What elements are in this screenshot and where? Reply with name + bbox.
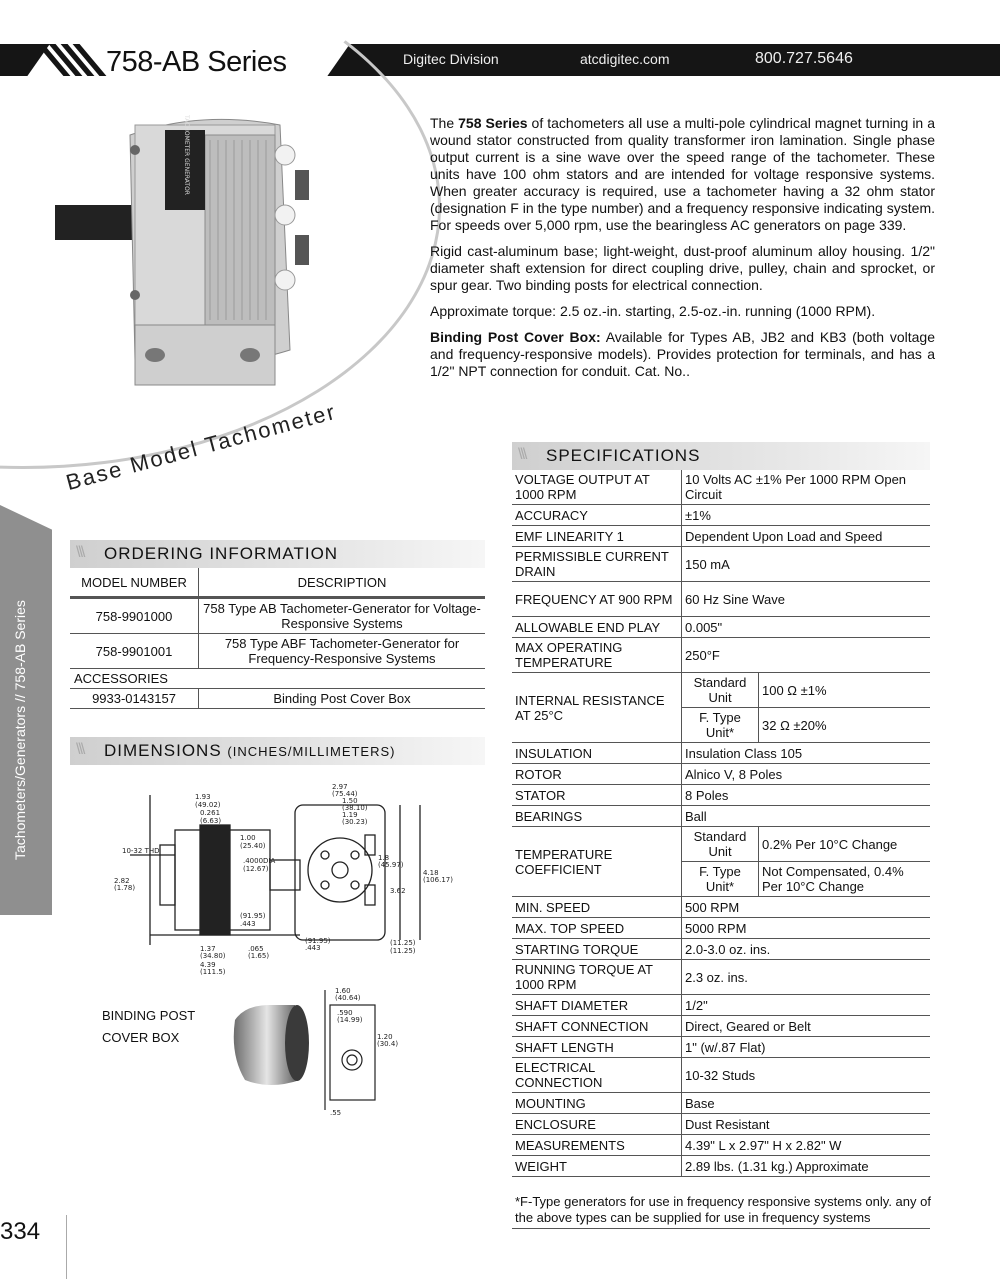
table-row <box>512 1156 930 1177</box>
dim-label: (49.02) <box>195 801 221 809</box>
spec-value: Ball <box>682 806 931 827</box>
spec-sublabel: F. Type Unit* <box>682 862 759 897</box>
dim-label: 10-32 THD <box>122 847 160 855</box>
dim-label: (91.95) <box>240 912 266 920</box>
spec-value: 2.89 lbs. (1.31 kg.) Approximate <box>682 1156 931 1177</box>
table-row <box>512 1093 930 1114</box>
spec-value: Not Compensated, 0.4% Per 10°C Change <box>759 862 931 897</box>
spec-key: INTERNAL RESISTANCE AT 25°C <box>512 673 682 743</box>
table-row <box>512 470 930 505</box>
table-row <box>512 995 930 1016</box>
table-row <box>512 1114 930 1135</box>
spec-key: BEARINGS <box>512 806 682 827</box>
table-row: 9933-0143157 Binding Post Cover Box <box>70 689 485 709</box>
intro-paragraph-4: Binding Post Cover Box: Available for Types AB, JB2 and KB3 (both voltage and frequency-responsive models). Provides protection for terminals, and has a 1/2" NPT connection for conduit. Cat. No.. <box>430 329 935 379</box>
spec-value: 250°F <box>682 638 931 673</box>
spec-value: Dependent Upon Load and Speed <box>682 526 931 547</box>
dim-label: (14.99) <box>337 1016 363 1024</box>
dim-label: (1.65) <box>248 952 270 960</box>
table-row <box>512 526 930 547</box>
series-title: 758-AB Series <box>106 46 287 78</box>
dim-label: (30.4) <box>377 1040 399 1048</box>
dim-label: (34.80) <box>200 952 226 960</box>
dim-label: 1.19 <box>342 811 358 819</box>
spec-key: WEIGHT <box>512 1156 682 1177</box>
spec-value: 0.2% Per 10°C Change <box>759 827 931 862</box>
dim-label: 2.97 <box>332 783 348 791</box>
spec-value: 1/2" <box>682 995 931 1016</box>
table-row <box>512 806 930 827</box>
product-photo <box>40 95 370 395</box>
dim-label: (6.63) <box>200 817 222 825</box>
dim-label: 0.261 <box>200 809 221 817</box>
spec-key: MOUNTING <box>512 1093 682 1114</box>
spec-sublabel: Standard Unit <box>682 827 759 862</box>
base-model-title: Base Model Tachometer <box>63 398 340 496</box>
table-row <box>512 505 930 526</box>
spec-value: 100 Ω ±1% <box>759 673 931 708</box>
spec-key: SHAFT LENGTH <box>512 1037 682 1058</box>
spec-key: ROTOR <box>512 764 682 785</box>
table-row <box>512 1037 930 1058</box>
spec-value: 10 Volts AC ±1% Per 1000 RPM Open Circuit <box>682 470 931 505</box>
spec-key: TEMPERATURE COEFFICIENT <box>512 827 682 897</box>
dim-label: (12.67) <box>243 865 269 873</box>
dim-label: 1.8 <box>378 854 390 862</box>
spec-value: Dust Resistant <box>682 1114 931 1135</box>
spec-value: 1" (w/.87 Flat) <box>682 1037 931 1058</box>
table-row: 758-9901000 758 Type AB Tachometer-Generator for Voltage-Responsive Systems <box>70 598 485 634</box>
spec-key: ELECTRICAL CONNECTION <box>512 1058 682 1093</box>
dim-label: (40.64) <box>335 994 361 1002</box>
dim-label: (25.40) <box>240 842 266 850</box>
table-row: 758-9901001 758 Type ABF Tachometer-Generator for Frequency-Responsive Systems <box>70 634 485 669</box>
spec-value: 32 Ω ±20% <box>759 708 931 743</box>
ordering-header-model: MODEL NUMBER <box>70 568 199 598</box>
dim-label: 1.37 <box>200 945 216 953</box>
table-row <box>512 785 930 806</box>
dim-label: (38.10) <box>342 804 368 812</box>
spec-key: ENCLOSURE <box>512 1114 682 1135</box>
dim-label: 1.93 <box>195 793 211 801</box>
spec-key: EMF LINEARITY 1 <box>512 526 682 547</box>
spec-key: MIN. SPEED <box>512 897 682 918</box>
spec-key: SHAFT CONNECTION <box>512 1016 682 1037</box>
division-label: Digitec Division <box>403 51 499 67</box>
spec-key: MEASUREMENTS <box>512 1135 682 1156</box>
table-row <box>512 582 930 617</box>
table-row <box>512 827 930 862</box>
spec-value: Alnico V, 8 Poles <box>682 764 931 785</box>
spec-value: 0.005" <box>682 617 931 638</box>
dim-label: 3.62 <box>390 887 406 895</box>
divider <box>66 1215 67 1279</box>
spec-key: STATOR <box>512 785 682 806</box>
table-row <box>512 673 930 708</box>
phone-label: 800.727.5646 <box>755 50 853 67</box>
spec-value: ±1% <box>682 505 931 526</box>
dim-label: .4000DIA <box>243 857 276 865</box>
dim-label: 4.18 <box>423 869 439 877</box>
dim-label: (1.78) <box>114 884 136 892</box>
spec-key: ALLOWABLE END PLAY <box>512 617 682 638</box>
website-label: atcdigitec.com <box>580 51 670 67</box>
dim-label: (91.95) <box>305 937 331 945</box>
dim-label: 1.20 <box>377 1033 393 1041</box>
spec-key: MAX. TOP SPEED <box>512 918 682 939</box>
dim-label: 1.60 <box>335 987 351 995</box>
spec-key: PERMISSIBLE CURRENT DRAIN <box>512 547 682 582</box>
intro-paragraph-1: The 758 Series of tachometers all use a multi-pole cylindrical magnet turning in a wound stator constructed from quality transformer iron lamination. Single phase output current is a sine wave over the speed range of the tachometer. These units have 100 ohm stators and are intended for voltage responsive systems. When greater accuracy is required, use a tachometer having a 32 ohm stator (designation F in the type number) and a frequency responsive indicating system. For speeds over 5,000 rpm, use the bearingless AC generators on page 339. <box>430 115 936 233</box>
spec-value: 60 Hz Sine Wave <box>682 582 931 617</box>
dim-label: .065 <box>248 945 264 953</box>
spec-value: Direct, Geared or Belt <box>682 1016 931 1037</box>
dim-label: .443 <box>305 944 321 952</box>
spec-key: VOLTAGE OUTPUT AT 1000 RPM <box>512 470 682 505</box>
spec-value: 2.3 oz. ins. <box>682 960 931 995</box>
ordering-table <box>70 568 485 709</box>
spec-key: MAX OPERATING TEMPERATURE <box>512 638 682 673</box>
cover-box-label: BINDING POST COVER BOX <box>102 1008 195 1045</box>
dim-label: .55 <box>330 1109 342 1117</box>
table-row <box>512 1058 930 1093</box>
spec-value: Base <box>682 1093 931 1114</box>
spec-value: 8 Poles <box>682 785 931 806</box>
table-row <box>512 638 930 673</box>
dimensions-section-header: \\\ DIMENSIONS (INCHES/MILLIMETERS) <box>70 737 485 765</box>
table-row <box>512 1135 930 1156</box>
table-row <box>512 764 930 785</box>
page-number: 334 <box>0 1218 41 1245</box>
spec-key: STARTING TORQUE <box>512 939 682 960</box>
intro-paragraph-3: Approximate torque: 2.5 oz.-in. starting, 2.5-oz.-in. running (1000 RPM). <box>430 303 876 319</box>
table-row <box>512 547 930 582</box>
spec-key: ACCURACY <box>512 505 682 526</box>
spec-value: 150 mA <box>682 547 931 582</box>
side-tab-label: Tachometers/Generators // 758-AB Series <box>12 600 28 860</box>
dim-label: (106.17) <box>423 876 453 884</box>
ordering-section-header: \\\ ORDERING INFORMATION <box>70 540 485 568</box>
spec-value: 5000 RPM <box>682 918 931 939</box>
dim-label: (11.25) <box>390 939 416 947</box>
spec-key: INSULATION <box>512 743 682 764</box>
dim-label: (11.25) <box>390 947 416 955</box>
dim-label: (30.23) <box>342 818 368 826</box>
specifications-section-header: \\\ SPECIFICATIONS <box>512 442 930 470</box>
accessories-label: ACCESSORIES <box>70 669 485 689</box>
spec-value: Insulation Class 105 <box>682 743 931 764</box>
dim-label: 4.39 <box>200 961 216 969</box>
table-row <box>512 617 930 638</box>
divider <box>512 1228 930 1229</box>
table-row <box>512 743 930 764</box>
spec-value: 500 RPM <box>682 897 931 918</box>
spec-footnote: *F-Type generators for use in frequency responsive systems only. any of the above types can be supplied for use in frequency systems <box>515 1194 931 1225</box>
table-row <box>512 960 930 995</box>
spec-key: FREQUENCY AT 900 RPM <box>512 582 682 617</box>
table-row <box>512 939 930 960</box>
dim-label: .590 <box>337 1009 353 1017</box>
dim-label: (45.97) <box>378 861 404 869</box>
spec-key: RUNNING TORQUE AT 1000 RPM <box>512 960 682 995</box>
dim-label: 2.82 <box>114 877 130 885</box>
specifications-table <box>512 470 930 1177</box>
table-row <box>512 918 930 939</box>
spec-value: 4.39" L x 2.97" H x 2.82" W <box>682 1135 931 1156</box>
spec-sublabel: F. Type Unit* <box>682 708 759 743</box>
table-row <box>512 1016 930 1037</box>
product-label: TACHOMETER GENERATOR <box>183 115 190 195</box>
intro-text <box>430 115 935 389</box>
spec-key: SHAFT DIAMETER <box>512 995 682 1016</box>
table-row <box>70 669 485 689</box>
dim-label: (75.44) <box>332 790 358 798</box>
dim-label: 1.50 <box>342 797 358 805</box>
dimensions-drawing <box>100 775 490 975</box>
intro-paragraph-2: Rigid cast-aluminum base; light-weight, dust-proof aluminum alloy housing. 1/2" diameter shaft extension for direct coupling drive, pulley, chain and sprocket, or spur gear. Two binding posts for electrical connection. <box>430 243 935 293</box>
spec-value: 2.0-3.0 oz. ins. <box>682 939 931 960</box>
spec-value: 10-32 Studs <box>682 1058 931 1093</box>
dim-label: 1.00 <box>240 834 256 842</box>
spec-sublabel: Standard Unit <box>682 673 759 708</box>
dim-label: .443 <box>240 920 256 928</box>
table-row <box>512 897 930 918</box>
ordering-header-description: DESCRIPTION <box>199 568 486 598</box>
dim-label: (111.5) <box>200 968 226 975</box>
cover-box-drawing <box>225 985 400 1120</box>
